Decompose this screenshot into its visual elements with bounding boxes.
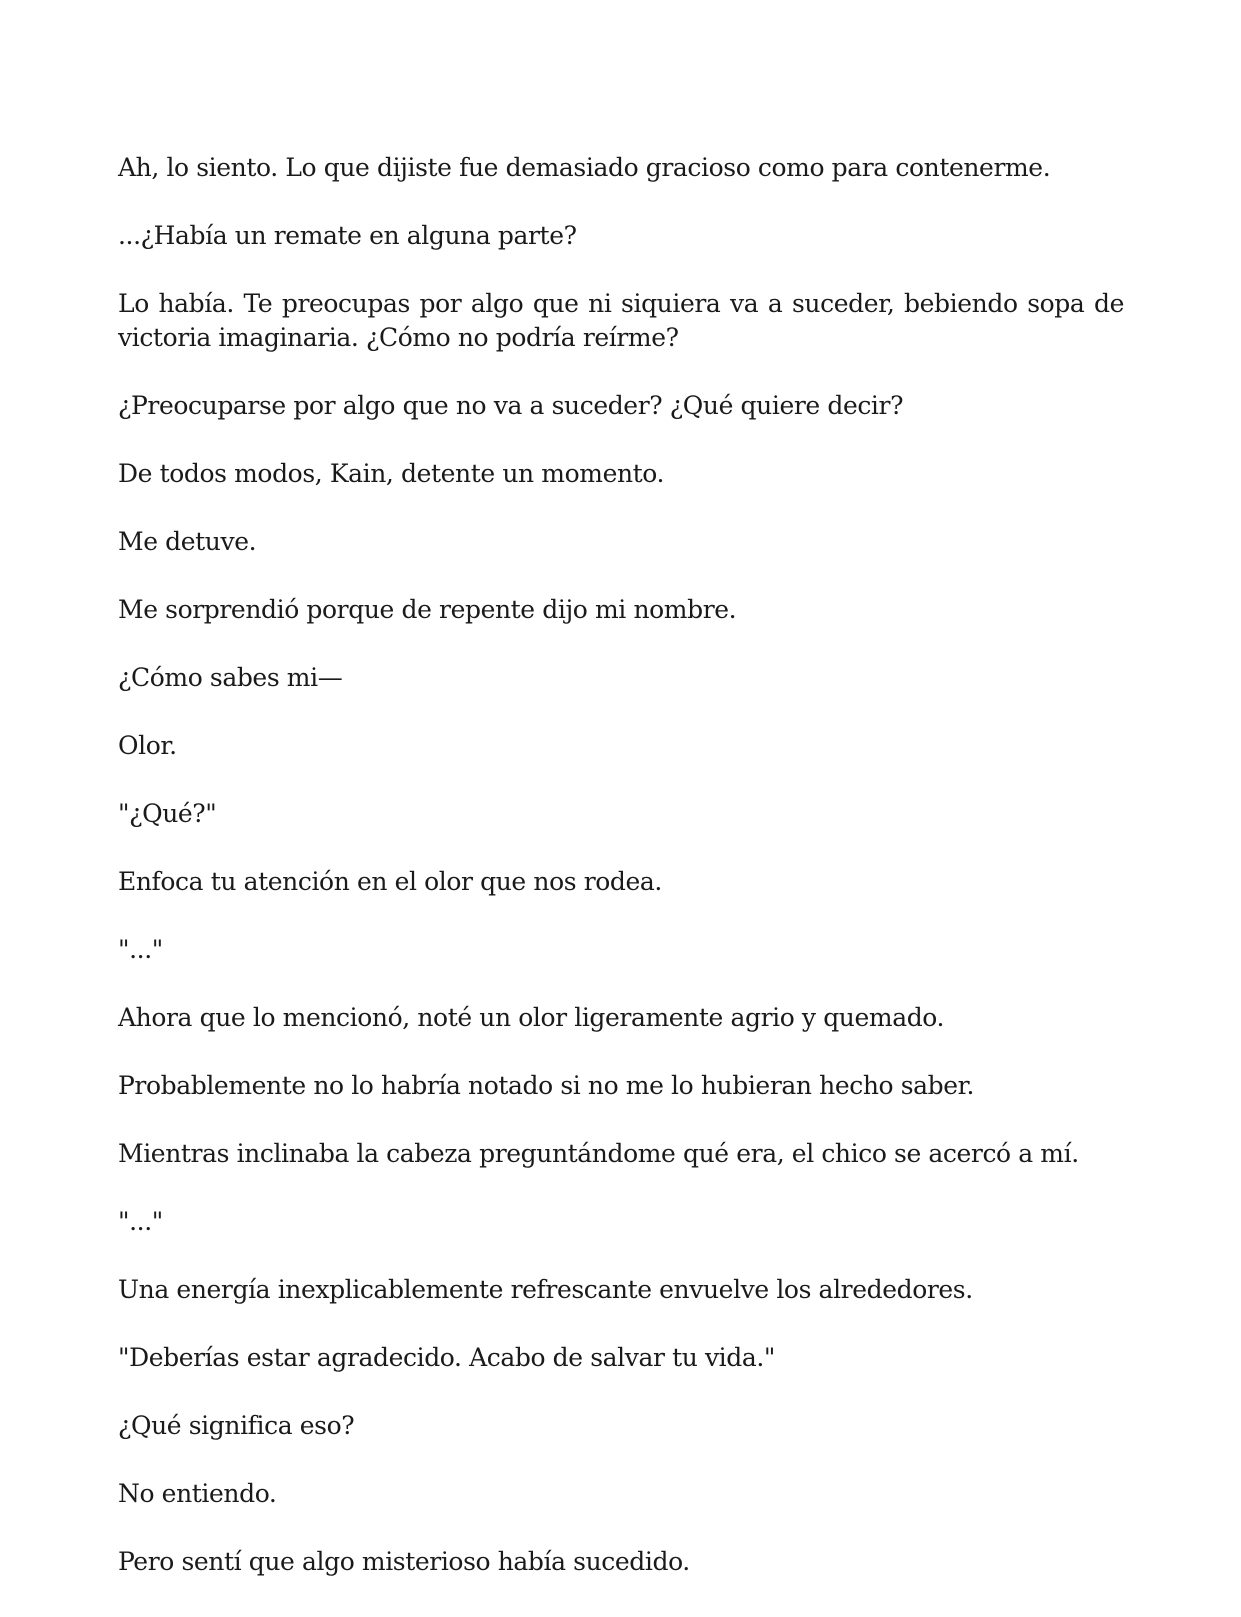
paragraph: Lo había. Te preocupas por algo que ni siquiera va a suceder, bebiendo sopa de victoria imaginaria. ¿Cómo no podría reírme? (118, 289, 1124, 352)
paragraph: ...¿Había un remate en alguna parte? (118, 221, 577, 250)
paragraph: "..." (118, 935, 163, 964)
paragraph: Ah, lo siento. Lo que dijiste fue demasiado gracioso como para contenerme. (118, 153, 1051, 182)
paragraph: Enfoca tu atención en el olor que nos rodea. (118, 867, 662, 896)
paragraph: ¿Qué significa eso? (118, 1411, 355, 1440)
paragraph: Me sorprendió porque de repente dijo mi nombre. (118, 595, 737, 624)
paragraph: Una energía inexplicablemente refrescante envuelve los alrededores. (118, 1275, 973, 1304)
paragraph: "Deberías estar agradecido. Acabo de salvar tu vida." (118, 1343, 776, 1372)
paragraph: No entiendo. (118, 1479, 277, 1508)
paragraph: "..." (118, 1207, 163, 1236)
paragraph: Pero sentí que algo misterioso había sucedido. (118, 1547, 690, 1576)
paragraph: Probablemente no lo habría notado si no me lo hubieran hecho saber. (118, 1071, 975, 1100)
paragraph: Ahora que lo mencionó, noté un olor ligeramente agrio y quemado. (118, 1003, 945, 1032)
paragraph: De todos modos, Kain, detente un momento. (118, 459, 665, 488)
paragraph: Mientras inclinaba la cabeza preguntándome qué era, el chico se acercó a mí. (118, 1139, 1079, 1168)
paragraph: ¿Preocuparse por algo que no va a suceder? ¿Qué quiere decir? (118, 391, 904, 420)
paragraph: "¿Qué?" (118, 799, 217, 828)
paragraph: Me detuve. (118, 527, 257, 556)
paragraph: Olor. (118, 731, 177, 760)
document-body (118, 151, 1124, 1579)
paragraph: ¿Cómo sabes mi— (118, 663, 343, 692)
